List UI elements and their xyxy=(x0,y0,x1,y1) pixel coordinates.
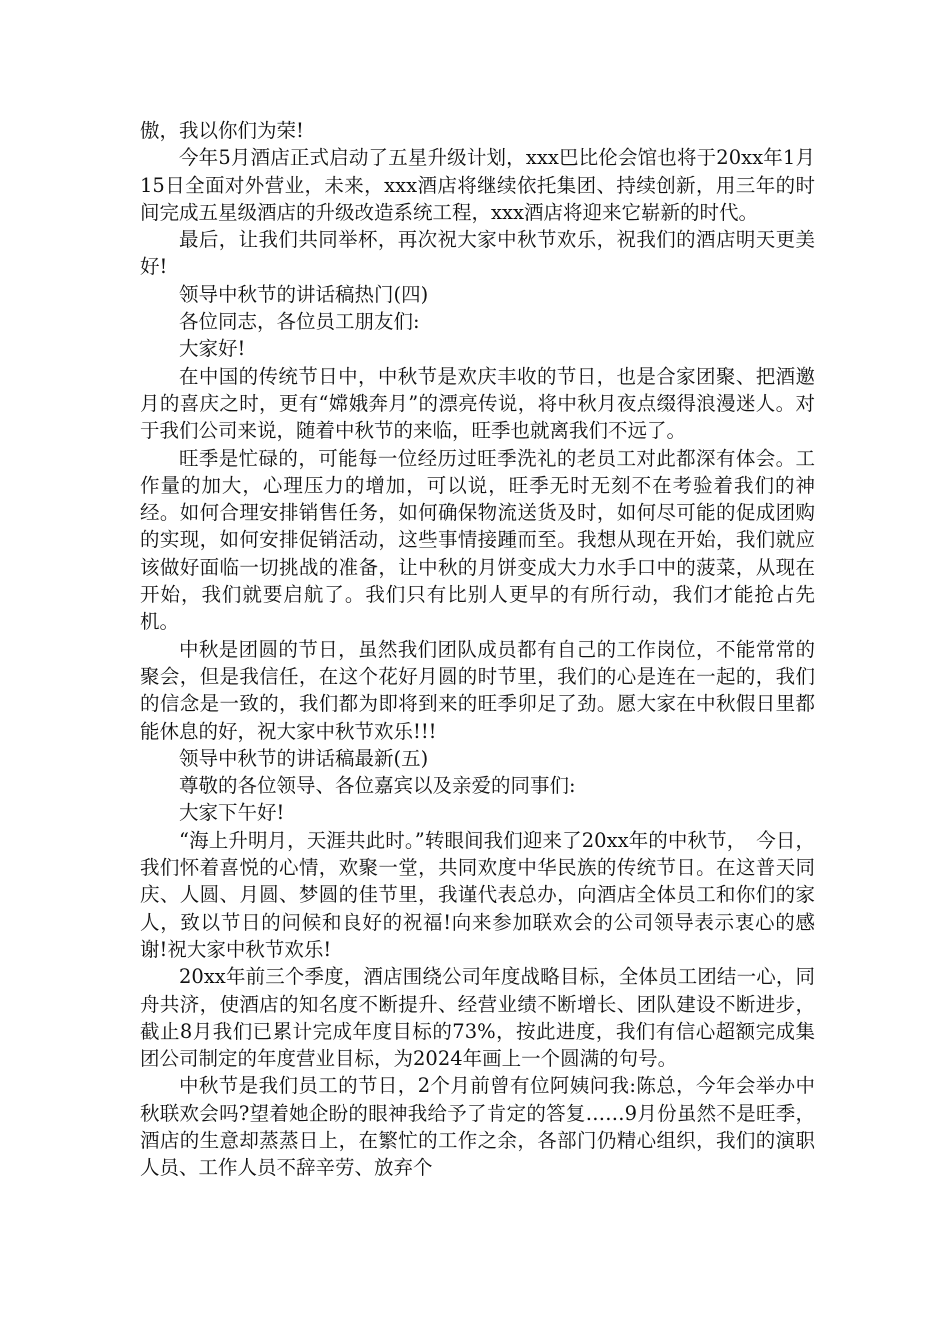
salutation-four: 各位同志，各位员工朋友们: xyxy=(179,310,420,334)
section-heading-four: 领导中秋节的讲话稿热门(四) xyxy=(179,282,429,306)
greeting-five: 大家下午好! xyxy=(179,801,285,825)
paragraph-peak-season: 旺季是忙碌的，可能每一位经历过旺季洗礼的老员工对此都深有体会。工作量的加大，心理压力的增加，可以说，旺季无时无刻不在考验着我们的神经。如何合理安排销售任务，如何确保物流送货及时，如何尽可能的促成团购的实现，如何安排促销活动，这些事情接踵而至。我想从现在开始，我们就应该做好面临一切挑战的准备，让中秋的月饼变成大力水手口中的菠菜，从现在开始，我们就要启航了。我们只有比别人更早的有所行动，我们才能抢占先机。 xyxy=(140,446,815,634)
document-body xyxy=(140,117,815,1182)
paragraph-reunion: 中秋是团圆的节日，虽然我们团队成员都有自己的工作岗位，不能常常的聚会，但是我信任，在这个花好月圆的时节里，我们的心是连在一起的，我们的信念是一致的，我们都为即将到来的旺季卯足了劲。愿大家在中秋假日里都能休息的好，祝大家中秋节欢乐!!! xyxy=(140,637,815,743)
greeting-four: 大家好! xyxy=(179,337,246,361)
paragraph-staff-party: 中秋节是我们员工的节日，2个月前曾有位阿姨问我:陈总，今年会举办中秋联欢会吗?望着她企盼的眼神我给予了肯定的答复……9月份虽然不是旺季，酒店的生意却蒸蒸日上，在繁忙的工作之余，各部门仍精心组织，我们的演职人员、工作人员不辞辛劳、放弃个 xyxy=(140,1074,815,1180)
paragraph-closing-line: 傲，我以你们为荣! xyxy=(140,119,304,142)
paragraph-annual-performance: 20xx年前三个季度，酒店围绕公司年度战略目标，全体员工团结一心，同舟共济，使酒店的知名度不断提升、经营业绩不断增长、团队建设不断进步，截止8月我们已累计完成年度目标的73%，按此进度，我们有信心超额完成集团公司制定的年度营业目标，为2024年画上一个圆满的句号。 xyxy=(140,965,815,1071)
section-heading-five: 领导中秋节的讲话稿最新(五) xyxy=(179,746,429,770)
paragraph-toast: 最后，让我们共同举杯，再次祝大家中秋节欢乐，祝我们的酒店明天更美好! xyxy=(140,228,815,279)
paragraph-tradition: 在中国的传统节日中，中秋节是欢庆丰收的节日，也是合家团聚、把酒邀月的喜庆之时，更有“嫦娥奔月”的漂亮传说，将中秋月夜点缀得浪漫迷人。对于我们公司来说，随着中秋节的来临，旺季也就离我们不远了。 xyxy=(140,364,815,443)
paragraph-five-star-plan: 今年5月酒店正式启动了五星升级计划，xxx巴比伦会馆也将于20xx年1月15日全面对外营业，未来，xxx酒店将继续依托集团、持续创新，用三年的时间完成五星级酒店的升级改造系统工程，xxx酒店将迎来它崭新的时代。 xyxy=(140,146,815,224)
paragraph-festival-wishes: “海上升明月，天涯共此时。”转眼间我们迎来了20xx年的中秋节， 今日，我们怀着喜悦的心情，欢聚一堂，共同欢度中华民族的传统节日。在这普天同庆、人圆、月圆、梦圆的佳节里，我谨代表总办，向酒店全体员工和你们的家人，致以节日的问候和良好的祝福!向来参加联欢会的公司领导表示衷心的感谢!祝大家中秋节欢乐! xyxy=(140,828,815,961)
salutation-five: 尊敬的各位领导、各位嘉宾以及亲爱的同事们: xyxy=(179,774,576,798)
